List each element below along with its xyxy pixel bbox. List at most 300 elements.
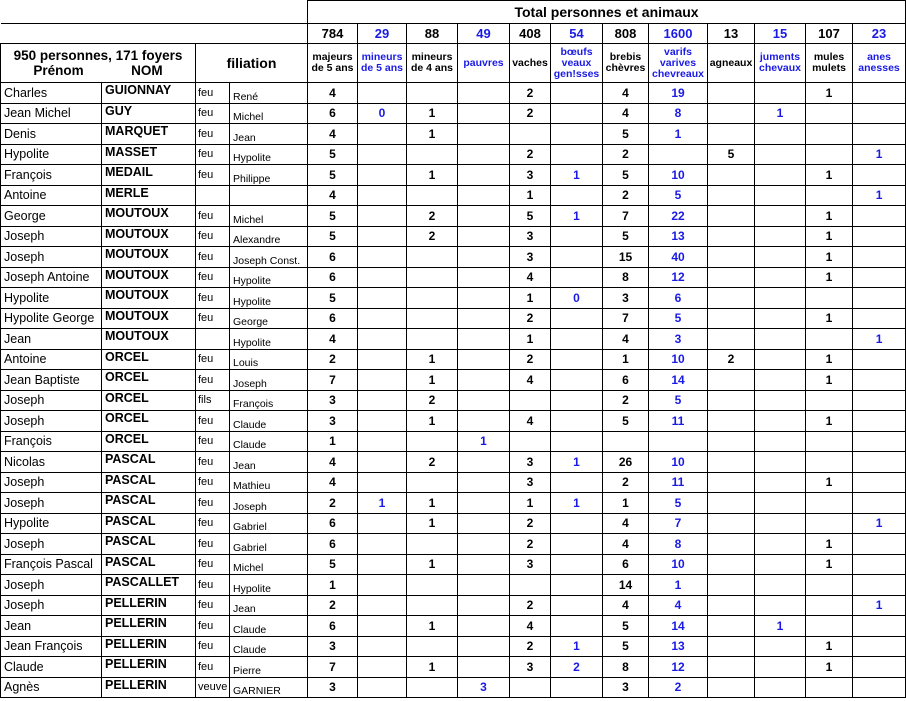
column-label: varifs varives chevreaux [649,44,708,83]
table-row [1,288,906,309]
value-cell [407,677,458,698]
value-cell: 5 [603,165,649,186]
value-cell: 4 [603,83,649,104]
value-cell [551,390,603,411]
table-row [1,472,906,493]
table-row [1,144,906,165]
table-row [1,185,906,206]
value-cell [708,452,755,473]
value-cell: 1 [806,349,853,370]
value-cell [755,267,806,288]
value-cell [458,124,510,145]
value-cell [358,83,407,104]
value-cell: 1 [407,370,458,391]
value-cell: 3 [510,165,551,186]
nom-cell: MARQUET [102,124,196,145]
value-cell [551,83,603,104]
value-cell: 2 [407,226,458,247]
prenom-cell: François Pascal [1,554,102,575]
value-cell [407,636,458,657]
value-cell [806,595,853,616]
value-cell [551,144,603,165]
filiation-cell: Philippe [230,165,308,186]
value-cell [358,534,407,555]
value-cell: 14 [603,575,649,596]
value-cell [458,329,510,350]
value-cell: 2 [603,185,649,206]
filiation-cell: Alexandre [230,226,308,247]
value-cell: 1 [308,431,358,452]
value-cell: 1 [407,124,458,145]
table-row [1,534,906,555]
nom-cell: MOUTOUX [102,308,196,329]
value-cell [853,206,906,227]
value-cell [458,636,510,657]
value-cell: 1 [806,472,853,493]
value-cell [458,575,510,596]
relation-cell: feu [196,267,230,288]
nom-cell: PASCAL [102,513,196,534]
value-cell: 2 [510,83,551,104]
value-cell: 10 [649,165,708,186]
value-cell [806,452,853,473]
value-cell [551,103,603,124]
value-cell [806,616,853,637]
value-cell [755,308,806,329]
value-cell [853,288,906,309]
prenom-cell: Antoine [1,349,102,370]
value-cell [708,308,755,329]
value-cell: 1 [458,431,510,452]
nom-cell: PASCAL [102,452,196,473]
relation-cell: feu [196,575,230,596]
filiation-cell: Claude [230,431,308,452]
value-cell [708,636,755,657]
value-cell: 5 [603,124,649,145]
value-cell: 5 [603,411,649,432]
value-cell [458,83,510,104]
name-columns [1,63,195,78]
prenom-cell: François [1,431,102,452]
value-cell [853,124,906,145]
value-cell: 8 [649,534,708,555]
filiation-cell: René [230,83,308,104]
value-cell [551,616,603,637]
value-cell: 1 [551,636,603,657]
value-cell [358,144,407,165]
value-cell: 5 [649,185,708,206]
value-cell [458,493,510,514]
value-cell: 1 [358,493,407,514]
column-total: 107 [806,24,853,44]
value-cell: 4 [603,513,649,534]
value-cell [551,185,603,206]
table-row [1,390,906,411]
value-cell: 2 [308,493,358,514]
value-cell [755,247,806,268]
value-cell: 1 [853,185,906,206]
value-cell [853,431,906,452]
value-cell [708,267,755,288]
value-cell [853,616,906,637]
filiation-cell: Hypolite [230,144,308,165]
column-total: 88 [407,24,458,44]
value-cell: 14 [649,616,708,637]
relation-cell: feu [196,595,230,616]
value-cell [358,411,407,432]
column-label: mineurs de 4 ans [407,44,458,83]
value-cell: 3 [458,677,510,698]
value-cell: 1 [806,267,853,288]
value-cell: 2 [510,349,551,370]
value-cell [603,431,649,452]
value-cell: 12 [649,657,708,678]
column-total: 29 [358,24,407,44]
value-cell: 6 [308,267,358,288]
value-cell [853,472,906,493]
value-cell [358,677,407,698]
value-cell: 3 [649,329,708,350]
column-total: 54 [551,24,603,44]
value-cell [853,452,906,473]
nom-cell: PASCAL [102,554,196,575]
value-cell: 3 [603,288,649,309]
prenom-cell: François [1,165,102,186]
filiation-cell: Claude [230,616,308,637]
value-cell [755,370,806,391]
value-cell: 1 [806,554,853,575]
value-cell [358,575,407,596]
nom-cell: ORCEL [102,411,196,432]
value-cell [755,472,806,493]
value-cell: 3 [510,452,551,473]
value-cell [708,513,755,534]
relation-cell: feu [196,124,230,145]
relation-cell: feu [196,636,230,657]
table-row [1,513,906,534]
value-cell: 5 [308,165,358,186]
relation-cell: feu [196,554,230,575]
value-cell: 4 [603,103,649,124]
relation-cell: feu [196,308,230,329]
value-cell [407,595,458,616]
value-cell: 1 [510,493,551,514]
value-cell: 4 [308,83,358,104]
prenom-cell: Joseph [1,472,102,493]
table-row [1,636,906,657]
value-cell [806,124,853,145]
prenom-cell: Nicolas [1,452,102,473]
prenom-cell: Joseph [1,390,102,411]
nom-cell: MASSET [102,144,196,165]
value-cell [551,349,603,370]
value-cell [708,431,755,452]
value-cell [708,534,755,555]
value-cell: 3 [308,677,358,698]
value-cell [458,308,510,329]
value-cell [853,677,906,698]
value-cell: 7 [308,370,358,391]
value-cell [358,636,407,657]
filiation-cell: Jean [230,452,308,473]
value-cell: 2 [510,595,551,616]
relation-cell: feu [196,534,230,555]
value-cell: 8 [603,267,649,288]
value-cell: 1 [649,124,708,145]
value-cell: 4 [510,370,551,391]
value-cell: 2 [708,349,755,370]
value-cell [358,452,407,473]
value-cell [806,390,853,411]
value-cell [551,513,603,534]
value-cell: 2 [407,206,458,227]
value-cell [551,370,603,391]
value-cell [551,226,603,247]
filiation-cell: Jean [230,595,308,616]
value-cell [708,185,755,206]
value-cell [755,349,806,370]
value-cell: 1 [407,349,458,370]
value-cell [510,431,551,452]
value-cell [708,103,755,124]
value-cell: 1 [510,185,551,206]
value-cell: 4 [510,267,551,288]
value-cell: 2 [510,513,551,534]
value-cell: 10 [649,554,708,575]
filiation-cell: Hypolite [230,288,308,309]
table-row [1,124,906,145]
prenom-cell: Jean [1,616,102,637]
table-row [1,431,906,452]
value-cell [806,185,853,206]
value-cell: 5 [603,226,649,247]
filiation-cell: Joseph [230,493,308,514]
value-cell: 1 [407,513,458,534]
value-cell: 4 [308,472,358,493]
nom-cell: PELLERIN [102,677,196,698]
value-cell [755,206,806,227]
value-cell [755,452,806,473]
value-cell: 11 [649,411,708,432]
value-cell [458,452,510,473]
relation-cell [196,329,230,350]
value-cell: 1 [806,534,853,555]
value-cell: 3 [308,390,358,411]
value-cell [407,472,458,493]
value-cell: 3 [308,636,358,657]
value-cell [708,657,755,678]
value-cell [755,513,806,534]
value-cell [551,472,603,493]
value-cell: 3 [510,554,551,575]
value-cell: 5 [308,288,358,309]
nom-cell: ORCEL [102,431,196,452]
value-cell [551,329,603,350]
column-label: juments chevaux [755,44,806,83]
value-cell [510,677,551,698]
value-cell: 7 [308,657,358,678]
table-row [1,493,906,514]
table-row [1,308,906,329]
value-cell: 4 [308,124,358,145]
column-label: vaches [510,44,551,83]
value-cell [708,247,755,268]
value-cell [708,411,755,432]
prenom-cell: Joseph [1,493,102,514]
value-cell: 1 [551,452,603,473]
value-cell [358,472,407,493]
value-cell [407,431,458,452]
value-cell [407,185,458,206]
prenom-cell: Joseph [1,595,102,616]
table-row [1,267,906,288]
prenom-cell: Agnès [1,677,102,698]
prenom-cell: George [1,206,102,227]
column-total: 23 [853,24,906,44]
nom-cell: ORCEL [102,349,196,370]
value-cell: 1 [806,411,853,432]
value-cell: 6 [603,370,649,391]
value-cell: 2 [510,636,551,657]
value-cell: 4 [510,411,551,432]
value-cell: 7 [603,206,649,227]
value-cell [755,493,806,514]
value-cell: 1 [510,329,551,350]
value-cell [407,83,458,104]
value-cell [708,677,755,698]
value-cell: 2 [551,657,603,678]
value-cell [708,329,755,350]
value-cell: 2 [603,390,649,411]
value-cell [708,206,755,227]
nom-header: NOM [131,63,163,78]
prenom-cell: Denis [1,124,102,145]
value-cell [358,247,407,268]
value-cell: 13 [649,636,708,657]
value-cell: 1 [806,657,853,678]
value-cell [755,288,806,309]
nom-cell: GUY [102,103,196,124]
value-cell [853,226,906,247]
value-cell: 19 [649,83,708,104]
value-cell [458,534,510,555]
value-cell [755,411,806,432]
value-cell [708,83,755,104]
relation-cell: feu [196,83,230,104]
value-cell: 5 [510,206,551,227]
value-cell [407,247,458,268]
value-cell: 2 [603,144,649,165]
column-label: bœufs veaux gen!sses [551,44,603,83]
value-cell: 11 [649,472,708,493]
nom-cell: ORCEL [102,370,196,391]
value-cell: 1 [806,247,853,268]
value-cell: 5 [649,308,708,329]
value-cell [755,554,806,575]
value-cell [806,677,853,698]
value-cell [358,657,407,678]
value-cell: 4 [603,534,649,555]
filiation-cell: Michel [230,554,308,575]
value-cell [708,226,755,247]
value-cell [708,165,755,186]
filiation-header: filiation [196,44,308,83]
value-cell [407,288,458,309]
table-row [1,329,906,350]
nom-cell: PELLERIN [102,616,196,637]
value-cell [510,390,551,411]
nom-cell: PELLERIN [102,657,196,678]
value-cell [551,247,603,268]
filiation-cell: Joseph Const. [230,247,308,268]
value-cell [755,431,806,452]
value-cell [407,144,458,165]
prenom-cell: Jean [1,329,102,350]
value-cell [358,431,407,452]
table-row [1,370,906,391]
relation-cell: feu [196,657,230,678]
filiation-cell: Jean [230,124,308,145]
value-cell [458,349,510,370]
value-cell [806,288,853,309]
value-cell [358,226,407,247]
value-cell [358,554,407,575]
nom-cell: MOUTOUX [102,288,196,309]
value-cell [358,390,407,411]
value-cell [853,657,906,678]
value-cell: 6 [308,616,358,637]
value-cell: 3 [510,657,551,678]
value-cell [458,370,510,391]
value-cell [551,431,603,452]
value-cell: 1 [853,329,906,350]
table-row [1,595,906,616]
value-cell [510,124,551,145]
value-cell: 1 [407,103,458,124]
value-cell [458,595,510,616]
relation-cell: fils [196,390,230,411]
value-cell: 22 [649,206,708,227]
value-cell [806,329,853,350]
nom-cell: PELLERIN [102,595,196,616]
table-row [1,677,906,698]
value-cell [853,349,906,370]
value-cell [458,226,510,247]
filiation-cell: GARNIER [230,677,308,698]
value-cell: 40 [649,247,708,268]
nom-cell: PASCAL [102,472,196,493]
value-cell: 3 [510,247,551,268]
nom-cell: MOUTOUX [102,329,196,350]
value-cell [358,267,407,288]
value-cell: 1 [649,575,708,596]
table-row [1,657,906,678]
value-cell [407,575,458,596]
value-cell [407,534,458,555]
filiation-cell: Claude [230,411,308,432]
value-cell: 1 [551,206,603,227]
value-cell: 6 [308,534,358,555]
nom-cell: MERLE [102,185,196,206]
filiation-cell: Gabriel [230,513,308,534]
value-cell: 1 [806,370,853,391]
relation-cell: feu [196,513,230,534]
filiation-cell: Louis [230,349,308,370]
filiation-cell: Mathieu [230,472,308,493]
prenom-cell: Joseph [1,247,102,268]
value-cell [458,390,510,411]
value-cell [853,534,906,555]
